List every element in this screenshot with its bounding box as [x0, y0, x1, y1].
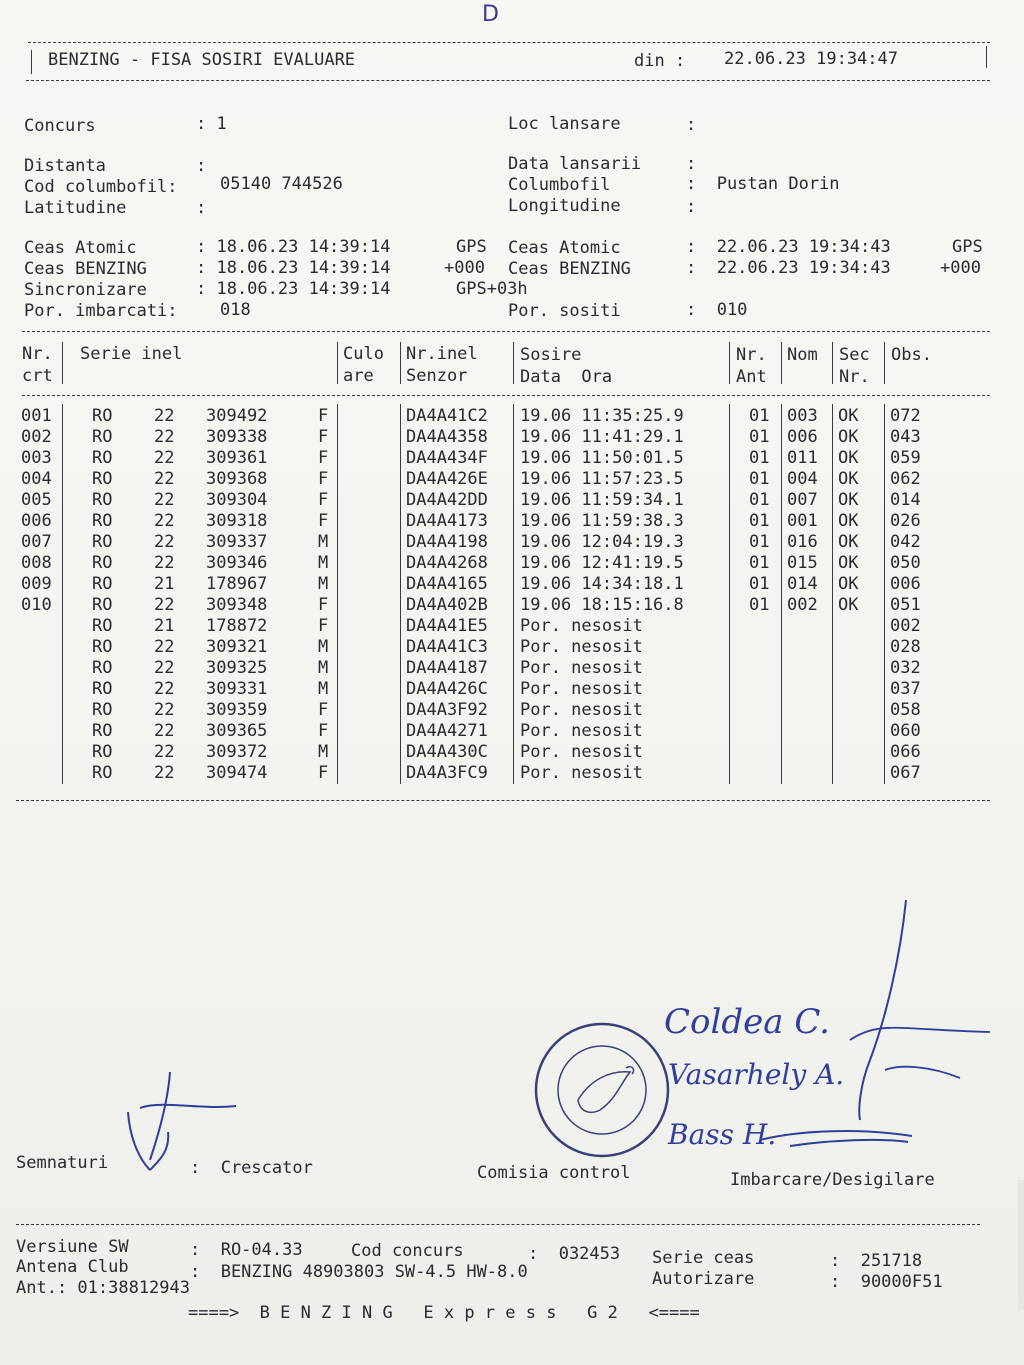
cell-tara: RO — [92, 679, 113, 699]
loc-lansare-value: : — [686, 115, 697, 135]
clock-left-value: : 18.06.23 14:39:14 — [196, 237, 391, 257]
cell-sex: F — [318, 700, 329, 720]
cell-inel: 309337 — [206, 532, 268, 552]
cell-an: 22 — [154, 427, 175, 447]
cell-nom: 014 — [787, 574, 818, 594]
cell-sosire: 19.06 11:57:23.5 — [520, 469, 684, 489]
cell-nr: 010 — [21, 595, 52, 615]
page-title: BENZING - FISA SOSIRI EVALUARE — [48, 50, 356, 70]
versiune-value: : RO-04.33 — [190, 1240, 303, 1260]
cell-sec: OK — [838, 574, 859, 594]
cell-an: 22 — [154, 532, 175, 552]
report-datetime: 22.06.23 19:34:47 — [724, 49, 898, 69]
clock-left-label: Por. imbarcati: — [24, 301, 178, 321]
cell-an: 22 — [154, 658, 175, 678]
cell-senzor: DA4A4268 — [406, 553, 488, 573]
cell-senzor: DA4A402B — [406, 595, 488, 615]
cell-tara: RO — [92, 406, 113, 426]
cell-inel: 178872 — [206, 616, 268, 636]
concurs-value: : 1 — [196, 114, 227, 134]
cell-sec: OK — [838, 532, 859, 552]
cell-sec: OK — [838, 595, 859, 615]
th-crt: crt — [22, 366, 53, 386]
cell-obs: 014 — [890, 490, 921, 510]
clock-right-value: : 22.06.23 19:34:43 — [686, 258, 891, 278]
cell-obs: 072 — [890, 406, 921, 426]
cell-inel: 309348 — [206, 595, 268, 615]
cell-sex: F — [318, 406, 329, 426]
cell-ant: 01 — [749, 490, 770, 510]
th-data-ora: Data Ora — [520, 367, 613, 387]
cell-tara: RO — [92, 637, 113, 657]
cell-senzor: DA4A4165 — [406, 574, 488, 594]
cell-sosire: Por. nesosit — [520, 616, 643, 636]
clock-left-label: Ceas BENZING — [24, 259, 147, 279]
cell-ant: 01 — [749, 469, 770, 489]
cell-obs: 050 — [890, 553, 921, 573]
cell-senzor: DA4A4187 — [406, 658, 488, 678]
cell-sosire: 19.06 11:59:34.1 — [520, 490, 684, 510]
corner-handwritten-mark: D — [482, 2, 499, 27]
cell-senzor: DA4A3FC9 — [406, 763, 488, 783]
cell-inel: 309365 — [206, 721, 268, 741]
serie-ceas-label: Serie ceas — [652, 1248, 755, 1268]
cell-sex: M — [318, 742, 329, 762]
cell-inel: 309361 — [206, 448, 268, 468]
autorizare-label: Autorizare — [652, 1269, 755, 1289]
clock-right-value: : 010 — [686, 300, 748, 320]
th-nr-inel: Nr.inel — [406, 344, 478, 364]
cell-senzor: DA4A4271 — [406, 721, 488, 741]
cell-inel: 309346 — [206, 553, 268, 573]
cell-nr: 008 — [21, 553, 52, 573]
antena-club-value: : BENZING 48903803 SW-4.5 HW-8.0 — [190, 1262, 528, 1282]
cell-tara: RO — [92, 553, 113, 573]
cell-senzor: DA4A434F — [406, 448, 488, 468]
cell-inel: 178967 — [206, 574, 268, 594]
cell-an: 22 — [154, 469, 175, 489]
cell-sosire: 19.06 11:59:38.3 — [520, 511, 684, 531]
cell-obs: 059 — [890, 448, 921, 468]
semnaturi-label: Semnaturi — [16, 1153, 109, 1173]
cell-nom: 007 — [787, 490, 818, 510]
footer-rule — [16, 1224, 980, 1225]
concurs-label: Concurs — [24, 116, 96, 136]
clock-right-value: : 22.06.23 19:34:43 — [686, 237, 891, 257]
cell-sex: M — [318, 679, 329, 699]
cell-nom: 006 — [787, 427, 818, 447]
cell-tara: RO — [92, 742, 113, 762]
cell-sosire: 19.06 18:15:16.8 — [520, 595, 684, 615]
clock-left-value: 018 — [220, 300, 251, 320]
cell-tara: RO — [92, 511, 113, 531]
cell-sex: F — [318, 469, 329, 489]
crescator-label: : Crescator — [190, 1158, 313, 1178]
cell-sec: OK — [838, 427, 859, 447]
cell-sex: M — [318, 658, 329, 678]
cell-obs: 058 — [890, 700, 921, 720]
cod-concurs-value: : 032453 — [528, 1244, 621, 1264]
cell-tara: RO — [92, 427, 113, 447]
cell-sex: M — [318, 532, 329, 552]
cell-senzor: DA4A430C — [406, 742, 488, 762]
th-nom: Nom — [787, 345, 818, 365]
cell-nom: 016 — [787, 532, 818, 552]
cell-sosire: Por. nesosit — [520, 700, 643, 720]
cell-nr: 004 — [21, 469, 52, 489]
imbarcare-label: Imbarcare/Desigilare — [730, 1170, 935, 1190]
comisia-control-label: Comisia control — [477, 1163, 631, 1183]
cell-tara: RO — [92, 763, 113, 783]
columbofil-label: Columbofil — [508, 175, 611, 195]
th-culoare-2: are — [343, 366, 374, 386]
cell-nr: 002 — [21, 427, 52, 447]
cell-senzor: DA4A42DD — [406, 490, 488, 510]
cell-sex: F — [318, 721, 329, 741]
cell-nom: 004 — [787, 469, 818, 489]
cell-nr: 006 — [21, 511, 52, 531]
cell-ant: 01 — [749, 553, 770, 573]
handwritten-name-3: Bass H. — [668, 1118, 777, 1151]
clock-left-value: : 18.06.23 14:39:14 — [196, 258, 391, 278]
cell-nom: 002 — [787, 595, 818, 615]
cell-an: 22 — [154, 406, 175, 426]
clock-left-label: Ceas Atomic — [24, 238, 137, 258]
cell-nom: 003 — [787, 406, 818, 426]
cell-sec: OK — [838, 448, 859, 468]
cell-obs: 062 — [890, 469, 921, 489]
cell-tara: RO — [92, 658, 113, 678]
cell-an: 22 — [154, 553, 175, 573]
cell-obs: 026 — [890, 511, 921, 531]
cell-obs: 032 — [890, 658, 921, 678]
clock-left-value: : 18.06.23 14:39:14 — [196, 279, 391, 299]
cell-tara: RO — [92, 574, 113, 594]
loc-lansare-label: Loc lansare — [508, 114, 621, 134]
cell-inel: 309321 — [206, 637, 268, 657]
cell-sosire: Por. nesosit — [520, 742, 643, 762]
th-sosire: Sosire — [520, 345, 582, 365]
th-nr-ant: Nr. — [736, 345, 767, 365]
clock-right-label: Ceas Atomic — [508, 238, 621, 258]
cell-sex: M — [318, 553, 329, 573]
cell-ant: 01 — [749, 595, 770, 615]
cell-inel: 309368 — [206, 469, 268, 489]
cell-an: 21 — [154, 616, 175, 636]
clock-right-label: Por. sositi — [508, 301, 621, 321]
serie-ceas-value: : 251718 — [830, 1251, 923, 1271]
cell-senzor: DA4A4358 — [406, 427, 488, 447]
autorizare-value: : 90000F51 — [830, 1272, 943, 1292]
th-obs: Obs. — [891, 345, 932, 365]
cell-inel: 309304 — [206, 490, 268, 510]
cell-sosire: Por. nesosit — [520, 763, 643, 783]
cell-nr: 001 — [21, 406, 52, 426]
cell-tara: RO — [92, 700, 113, 720]
cell-nom: 011 — [787, 448, 818, 468]
cell-an: 22 — [154, 763, 175, 783]
longitudine-value: : — [686, 197, 697, 217]
footer-banner: ====> B E N Z I N G E x p r e s s G 2 <==== — [188, 1303, 700, 1323]
clock-left-suffix: +000 — [444, 258, 485, 278]
cell-sex: F — [318, 511, 329, 531]
cod-columbofil-value: 05140 744526 — [220, 174, 343, 194]
cell-tara: RO — [92, 721, 113, 741]
cell-an: 22 — [154, 700, 175, 720]
latitudine-value: : — [196, 198, 207, 218]
cell-sosire: Por. nesosit — [520, 721, 643, 741]
distanta-value: : — [196, 156, 207, 176]
cell-an: 21 — [154, 574, 175, 594]
cell-senzor: DA4A41E5 — [406, 616, 488, 636]
th-serie-inel: Serie inel — [80, 344, 183, 364]
cell-senzor: DA4A3F92 — [406, 700, 488, 720]
cell-senzor: DA4A426E — [406, 469, 488, 489]
cell-sex: F — [318, 448, 329, 468]
handwritten-name-2: Vasarhely A. — [668, 1058, 845, 1091]
cell-nom: 015 — [787, 553, 818, 573]
cell-ant: 01 — [749, 427, 770, 447]
cell-tara: RO — [92, 469, 113, 489]
cell-ant: 01 — [749, 406, 770, 426]
cell-senzor: DA4A426C — [406, 679, 488, 699]
cell-sex: F — [318, 490, 329, 510]
cell-tara: RO — [92, 448, 113, 468]
cell-an: 22 — [154, 490, 175, 510]
distanta-label: Distanta — [24, 156, 106, 176]
cell-sosire: Por. nesosit — [520, 679, 643, 699]
th-sec: Sec — [839, 345, 870, 365]
clock-right-suffix: +000 — [940, 258, 981, 278]
cell-sosire: 19.06 11:50:01.5 — [520, 448, 684, 468]
cell-obs: 002 — [890, 616, 921, 636]
clock-left-label: Sincronizare — [24, 280, 147, 300]
antena-club-label: Antena Club — [16, 1257, 129, 1277]
cell-ant: 01 — [749, 574, 770, 594]
cell-sosire: 19.06 12:04:19.3 — [520, 532, 684, 552]
cell-obs: 060 — [890, 721, 921, 741]
cell-nom: 001 — [787, 511, 818, 531]
cell-senzor: DA4A4198 — [406, 532, 488, 552]
din-label: din : — [634, 51, 686, 71]
cell-sec: OK — [838, 469, 859, 489]
cell-obs: 051 — [890, 595, 921, 615]
cell-nr: 005 — [21, 490, 52, 510]
cell-an: 22 — [154, 721, 175, 741]
cell-obs: 042 — [890, 532, 921, 552]
cell-sex: F — [318, 595, 329, 615]
cell-inel: 309359 — [206, 700, 268, 720]
columbofil-value: : Pustan Dorin — [686, 174, 840, 194]
cell-inel: 309338 — [206, 427, 268, 447]
cell-inel: 309474 — [206, 763, 268, 783]
clock-left-suffix: GPS+03h — [456, 279, 528, 299]
cell-sosire: 19.06 11:41:29.1 — [520, 427, 684, 447]
cell-obs: 037 — [890, 679, 921, 699]
cell-ant: 01 — [749, 511, 770, 531]
longitudine-label: Longitudine — [508, 196, 621, 216]
cell-obs: 066 — [890, 742, 921, 762]
cell-an: 22 — [154, 742, 175, 762]
cell-sosire: 19.06 12:41:19.5 — [520, 553, 684, 573]
cell-inel: 309318 — [206, 511, 268, 531]
cell-sosire: 19.06 14:34:18.1 — [520, 574, 684, 594]
cell-an: 22 — [154, 637, 175, 657]
cell-inel: 309331 — [206, 679, 268, 699]
cell-sosire: Por. nesosit — [520, 637, 643, 657]
cell-obs: 028 — [890, 637, 921, 657]
th-culoare-1: Culo — [343, 344, 384, 364]
handwritten-name-1: Coldea C. — [664, 1002, 830, 1042]
cell-an: 22 — [154, 679, 175, 699]
clock-right-suffix: GPS — [952, 237, 983, 257]
cell-tara: RO — [92, 532, 113, 552]
cell-tara: RO — [92, 616, 113, 636]
cell-sec: OK — [838, 511, 859, 531]
cell-senzor: DA4A41C2 — [406, 406, 488, 426]
th-sec-nr: Nr. — [839, 367, 870, 387]
cell-senzor: DA4A4173 — [406, 511, 488, 531]
cell-sosire: 19.06 11:35:25.9 — [520, 406, 684, 426]
cell-obs: 043 — [890, 427, 921, 447]
cell-nr: 007 — [21, 532, 52, 552]
cell-sex: F — [318, 763, 329, 783]
cod-concurs-label: Cod concurs — [351, 1241, 464, 1261]
th-senzor: Senzor — [406, 366, 468, 386]
cell-ant: 01 — [749, 448, 770, 468]
data-lansarii-label: Data lansarii — [508, 154, 642, 174]
data-lansarii-value: : — [686, 154, 697, 174]
cell-sex: F — [318, 427, 329, 447]
cell-an: 22 — [154, 595, 175, 615]
cell-an: 22 — [154, 448, 175, 468]
th-ant: Ant — [736, 367, 767, 387]
cell-sosire: Por. nesosit — [520, 658, 643, 678]
cell-inel: 309492 — [206, 406, 268, 426]
cell-an: 22 — [154, 511, 175, 531]
cell-sec: OK — [838, 553, 859, 573]
cell-obs: 006 — [890, 574, 921, 594]
cell-sex: M — [318, 574, 329, 594]
cell-sex: M — [318, 637, 329, 657]
clock-right-label: Ceas BENZING — [508, 259, 631, 279]
versiune-label: Versiune SW — [16, 1237, 129, 1257]
latitudine-label: Latitudine — [24, 198, 127, 218]
ant-line: Ant.: 01:38812943 — [16, 1278, 190, 1298]
cell-nr: 003 — [21, 448, 52, 468]
cell-inel: 309325 — [206, 658, 268, 678]
cell-senzor: DA4A41C3 — [406, 637, 488, 657]
cell-inel: 309372 — [206, 742, 268, 762]
cell-nr: 009 — [21, 574, 52, 594]
cell-tara: RO — [92, 490, 113, 510]
cell-ant: 01 — [749, 532, 770, 552]
clock-left-suffix: GPS — [456, 237, 487, 257]
cell-sec: OK — [838, 406, 859, 426]
cell-sec: OK — [838, 490, 859, 510]
cell-sex: F — [318, 616, 329, 636]
cell-tara: RO — [92, 595, 113, 615]
cell-obs: 067 — [890, 763, 921, 783]
cod-columbofil-label: Cod columbofil: — [24, 177, 178, 197]
th-nr: Nr. — [22, 344, 53, 364]
